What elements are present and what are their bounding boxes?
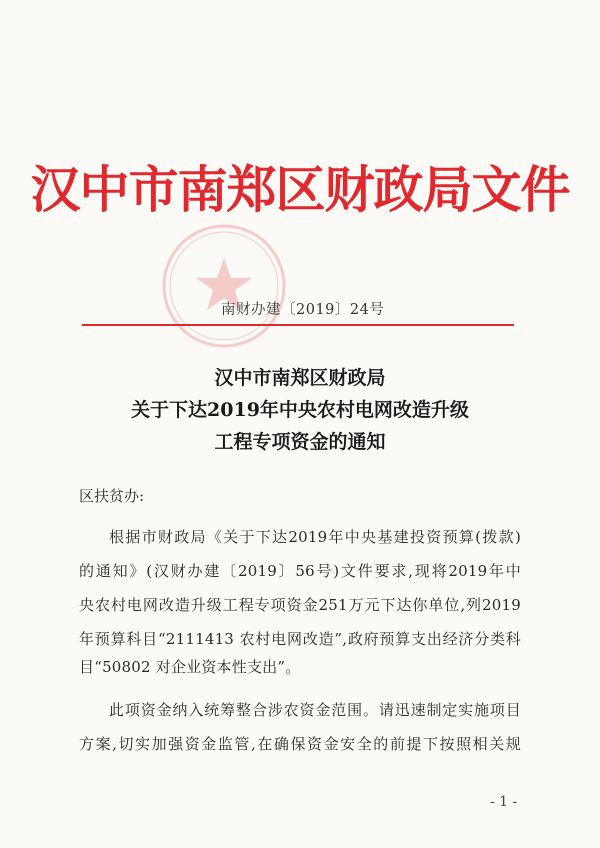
document-subject xyxy=(0,362,600,458)
paragraph1-line-3: 央农村电网改造升级工程专项资金251万元下达你单位,列2019 xyxy=(79,596,521,614)
paragraph1-line-2: 的通知》(汉财办建〔2019〕56号)文件要求,现将2019年中 xyxy=(79,562,521,580)
document-header-title: 汉中市南郑区财政局文件 xyxy=(30,160,570,219)
recipient: 区扶贫办: xyxy=(79,487,145,505)
paragraph2-line-1: 此项资金纳入统筹整合涉农资金范围。请迅速制定实施项目 xyxy=(109,701,521,719)
paragraph2-line-2: 方案,切实加强资金监管,在确保资金安全的前提下按照相关规 xyxy=(79,735,521,753)
paragraph1-line-5: 目“50802 对企业资本性支出”。 xyxy=(79,658,301,676)
subject-line-3: 工程专项资金的通知 xyxy=(214,431,386,453)
document-number: 南财办建〔2019〕24号 xyxy=(221,302,385,318)
official-seal-stamp xyxy=(160,222,288,350)
subject-line-2: 关于下达2019年中央农村电网改造升级 xyxy=(131,399,469,421)
subject-line-1: 汉中市南郑区财政局 xyxy=(214,367,386,389)
page-number: - 1 - xyxy=(490,794,518,810)
red-divider-line xyxy=(82,324,514,326)
paragraph1-line-1: 根据市财政局《关于下达2019年中央基建投资预算(拨款) xyxy=(109,528,521,546)
paragraph1-line-4: 年预算科目“2111413 农村电网改造”,政府预算支出经济分类科 xyxy=(79,630,521,648)
